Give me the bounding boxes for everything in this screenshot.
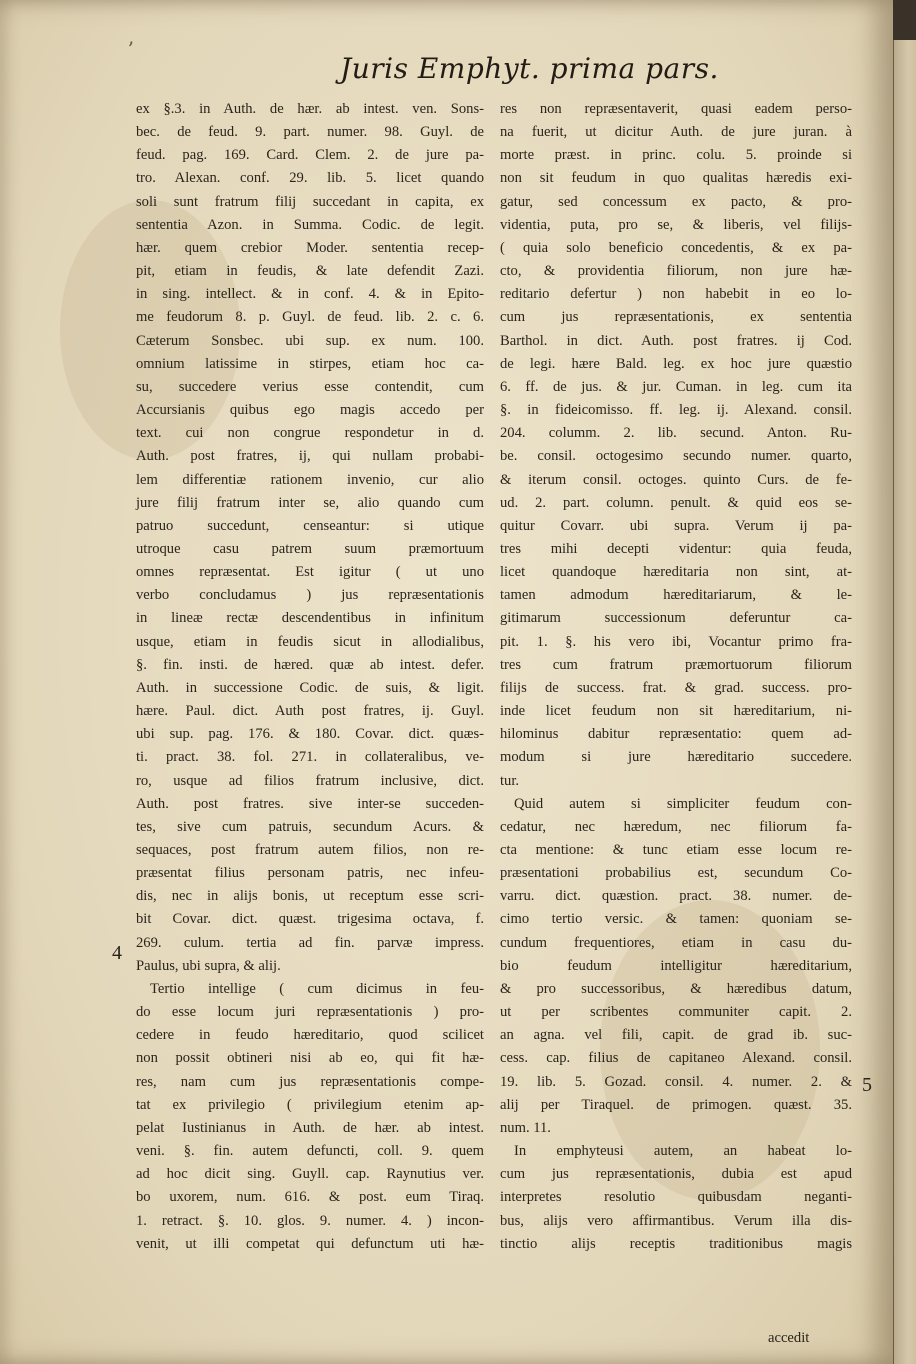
text-line: num. 11.	[500, 1119, 551, 1136]
text-line: patruo succedunt, censeantur: si utique	[136, 517, 484, 534]
text-line: quitur Covarr. ubi supra. Verum ij pa-	[500, 517, 852, 534]
text-line: Barthol. in dict. Auth. post fratres. ij Cod.	[500, 332, 852, 349]
text-line: in lineæ rectæ descendentibus in infinitum	[136, 610, 484, 627]
text-line: cta mentione: & tunc etiam esse locum re-	[500, 842, 852, 858]
text-line: ro, usque ad filios fratrum inclusive, dict.	[136, 772, 484, 789]
text-line: gatur, sed concessum ex pacto, & pro-	[500, 193, 852, 210]
text-line: præsentat filius personam patris, nec infeu-	[136, 865, 484, 882]
text-line: Auth. in successione Codic. de suis, & ligit.	[136, 679, 484, 696]
right-text-column	[500, 98, 852, 1256]
text-line: ex §.3. in Auth. de hær. ab intest. ven. Sons-	[136, 101, 484, 117]
text-line: 19. lib. 5. Gozad. consil. 4. numer. 2. &	[500, 1073, 852, 1090]
text-line: do esse locum juri repræsentationis ) pro-	[136, 1004, 484, 1021]
text-line: cedatur, nec hæredum, nec filiorum fa-	[500, 818, 852, 835]
text-line: tur.	[500, 772, 520, 789]
text-line: tres cum fratrum præmortuorum filiorum	[500, 656, 852, 673]
text-line: su, succedere verius esse contendit, cum	[136, 378, 484, 395]
text-line: 204. columm. 2. lib. secund. Anton. Ru-	[500, 425, 852, 442]
text-line: soli sunt fratrum filij succedant in capita, ex	[136, 193, 484, 210]
text-line: sequaces, post fratrum autem filios, non re-	[136, 842, 484, 858]
text-line: 269. culum. tertia ad fin. parvæ impress.	[136, 934, 484, 951]
left-text-column	[136, 98, 484, 1256]
text-line: tro. Alexan. conf. 29. lib. 5. licet quando	[136, 170, 484, 187]
text-line: an agna. vel fili, capit. de grad ib. suc-	[500, 1027, 852, 1044]
text-line: varru. dict. quæstion. pract. 38. numer. de-	[500, 888, 852, 905]
text-line: videntia, puta, pro se, & liberis, vel filijs-	[500, 216, 852, 233]
text-line: hær. quem crebior Moder. sententia recep-	[136, 239, 484, 256]
catchword: accedit	[768, 1330, 810, 1346]
text-line: ud. 2. part. column. penult. & quid eos se-	[500, 494, 852, 511]
text-line: cum jus repræsentationis, dubia est apud	[500, 1166, 852, 1183]
text-line: pit, etiam in feudis, & late defendit Zazi.	[136, 263, 484, 280]
corner-ink-mark: ʼ	[127, 37, 134, 61]
next-page-edge	[893, 0, 916, 1364]
text-line: hære. Paul. dict. Auth post fratres, ij. Guyl.	[136, 703, 484, 720]
text-line: bus, alijs vero affirmantibus. Verum illa dis-	[500, 1212, 852, 1229]
text-line: non possit obtineri nisi ab eo, qui fit hæ-	[136, 1050, 484, 1067]
text-line: text. cui non congrue respondetur in d.	[136, 425, 484, 442]
text-line: cimo tertio versic. & tamen: quoniam se-	[500, 911, 852, 928]
text-line: verbo concludamus ) jus repræsentationis	[136, 587, 484, 604]
text-line: ti. pract. 38. fol. 271. in collateralibus, ve-	[136, 749, 484, 766]
text-line: Accursianis quibus ego magis accedo per	[136, 402, 484, 419]
text-line: in sing. intellect. & in conf. 4. & in Epito-	[136, 286, 484, 303]
text-line: Cæterum Sonsbec. ubi sup. ex num. 100.	[136, 332, 484, 349]
text-line: & iterum consil. octoges. quinto Curs. de fe-	[500, 471, 852, 488]
text-line: ( quia solo beneficio concedentis, & ex pa-	[500, 239, 852, 256]
text-line: Tertio intellige ( cum dicimus in feu-	[150, 980, 484, 997]
text-line: tes, sive cum patruis, secundum Acurs. &	[136, 818, 484, 835]
text-line: cedere in feudo hæreditario, quod scilicet	[136, 1027, 484, 1044]
text-line: venit, ut illi competat qui defunctum uti hæ-	[136, 1235, 484, 1252]
text-line: usque, etiam in feudis sicut in allodialibus,	[136, 633, 484, 650]
text-line: bec. de feud. 9. part. numer. 98. Guyl. de	[136, 124, 484, 141]
text-line: reditario defertur ) non habebit in eo lo-	[500, 286, 852, 303]
text-line: cess. cap. filius de capitaneo Alexand. consil.	[500, 1050, 852, 1067]
text-line: pit. 1. §. his vero ibi, Vocantur primo fra-	[500, 633, 852, 650]
running-head: Juris Emphyt. prima pars.	[340, 52, 719, 85]
text-line: §. in fideicomisso. ff. leg. ij. Alexand. consil.	[500, 402, 852, 419]
text-line: tamen admodum hæreditariarum, & le-	[500, 587, 852, 604]
text-line: inde licet feudum non sit hæreditarium, ni-	[500, 703, 852, 720]
text-line: tres mihi decepti videntur: quia feuda,	[500, 540, 852, 557]
text-line: be. consil. octogesimo secundo numer. quarto,	[500, 448, 852, 465]
text-line: hilominus dabitur repræsentatio: quem ad-	[500, 726, 852, 743]
text-line: res, nam cum jus repræsentationis compe-	[136, 1073, 484, 1090]
text-line: de legi. hære Bald. leg. ex hoc jure quæstio	[500, 355, 852, 372]
text-line: bo uxorem, num. 616. & post. eum Tiraq.	[136, 1189, 484, 1206]
text-line: In emphyteusi autem, an habeat lo-	[514, 1143, 852, 1160]
text-line: tat ex privilegio ( privilegium etenim ap-	[136, 1096, 484, 1113]
text-line: Quid autem si simpliciter feudum con-	[514, 795, 852, 812]
text-line: jure filij fratrum inter se, alio quando cum	[136, 494, 484, 511]
text-line: §. fin. insti. de hæred. quæ ab intest. defer.	[136, 656, 484, 673]
margin-note-number: 5	[862, 1074, 872, 1096]
text-line: 1. retract. §. 10. glos. 9. numer. 4. ) incon-	[136, 1212, 484, 1229]
text-line: morte præst. in princ. colu. 5. proinde si	[500, 147, 852, 164]
binding-shadow	[893, 0, 916, 40]
text-line: cum jus repræsentationis, ex sententia	[500, 309, 852, 326]
text-line: Paulus, ubi supra, & alij.	[136, 957, 281, 974]
text-line: feud. pag. 169. Card. Clem. 2. de jure pa-	[136, 147, 484, 164]
text-line: sententia Azon. in Summa. Codic. de legit.	[136, 216, 484, 233]
text-line: ad hoc dicit sing. Guyll. cap. Raynutius ver.	[136, 1166, 484, 1183]
margin-note-number: 4	[112, 942, 122, 964]
text-line: pelat Iustinianus in Auth. de hær. ab intest.	[136, 1119, 484, 1136]
text-line: bit Covar. dict. quæst. trigesima octava, f.	[136, 911, 484, 928]
text-line: na fuerit, ut dicitur Auth. de jure juran. à	[500, 124, 852, 141]
text-line: non sit feudum in quo qualitas hæredis exi-	[500, 170, 852, 187]
text-line: omnes repræsentat. Est igitur ( ut uno	[136, 564, 484, 581]
text-line: Auth. post fratres, ij, qui nullam probabi-	[136, 448, 484, 465]
text-line: veni. §. fin. autem defuncti, coll. 9. quem	[136, 1143, 484, 1160]
text-line: ut per scribentes communiter capit. 2.	[500, 1004, 852, 1021]
text-line: & pro successoribus, & hæredibus datum,	[500, 980, 852, 997]
text-line: omnium latissime in stirpes, etiam hoc ca-	[136, 355, 484, 372]
text-line: filijs de success. frat. & grad. success. pro-	[500, 679, 852, 696]
text-line: modum si jure hæreditario succedere.	[500, 749, 852, 766]
text-line: alij per Tiraquel. de primogen. quæst. 35.	[500, 1096, 852, 1113]
text-line: gitimarum successionum deferuntur ca-	[500, 610, 852, 627]
text-line: cundum frequentiores, etiam in casu du-	[500, 934, 852, 951]
text-line: præsentationi probabilius est, secundum Co-	[500, 865, 852, 882]
text-line: me feudorum 8. p. Guyl. de feud. lib. 2. c. 6.	[136, 309, 484, 326]
text-line: ubi sup. pag. 176. & 180. Covar. dict. quæs-	[136, 726, 484, 743]
text-line: licet quandoque hæreditaria non sint, at-	[500, 564, 852, 581]
text-line: Auth. post fratres. sive inter-se succeden-	[136, 795, 484, 812]
text-line: utroque casu patrem suum præmortuum	[136, 540, 484, 557]
text-line: interpretes resolutio quibusdam neganti-	[500, 1189, 852, 1206]
text-line: bio feudum intelligitur hæreditarium,	[500, 957, 852, 974]
text-line: res non repræsentaverit, quasi eadem perso-	[500, 101, 852, 117]
text-line: lem differentiæ rationem invenio, cur alio	[136, 471, 484, 488]
text-line: 6. ff. de jus. & jur. Cuman. in leg. cum ita	[500, 378, 852, 395]
text-line: cto, & providentia filiorum, non jure hæ-	[500, 263, 852, 280]
text-line: tinctio alijs receptis traditionibus magis	[500, 1235, 852, 1252]
text-line: dis, nec in alijs bonis, ut receptum esse scri-	[136, 888, 484, 905]
